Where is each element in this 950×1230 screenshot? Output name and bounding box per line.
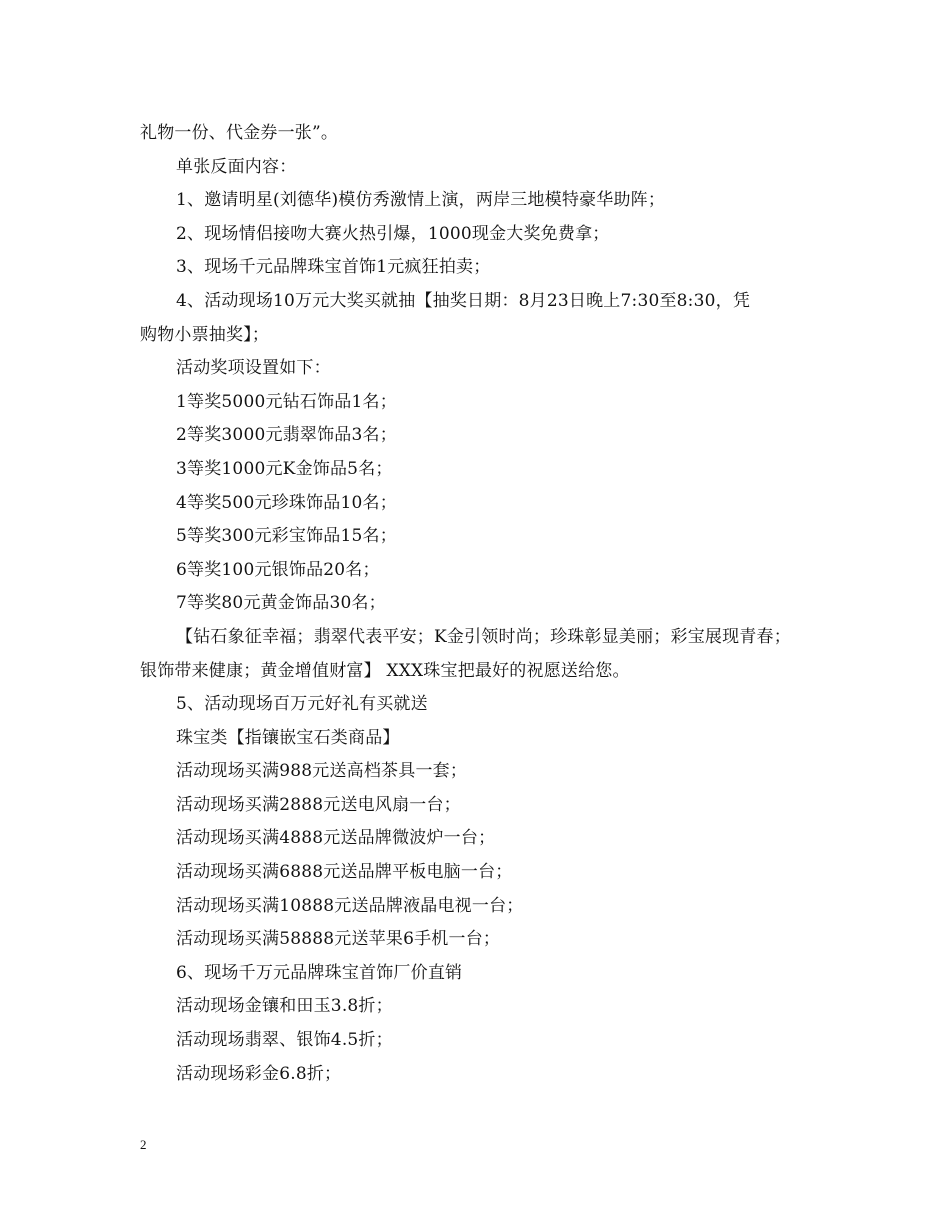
document-body bbox=[140, 117, 820, 1091]
text-line: 3、现场千元品牌珠宝首饰1元疯狂拍卖； bbox=[176, 257, 491, 278]
text-line: 银饰带来健康；黄金增值财富】 XXX珠宝把最好的祝愿送给您。 bbox=[140, 660, 630, 681]
text-line: 5等奖300元彩宝饰品15名； bbox=[176, 526, 397, 547]
text-line: 3等奖1000元K金饰品5名； bbox=[176, 458, 393, 479]
text-line: 1等奖5000元钻石饰品1名； bbox=[176, 391, 397, 412]
text-line: 活动现场买满4888元送品牌微波炉一台； bbox=[176, 828, 496, 849]
text-line: 活动现场买满2888元送电风扇一台； bbox=[176, 794, 461, 815]
text-line: 珠宝类【指镶嵌宝石类商品】 bbox=[176, 727, 400, 748]
text-line: 5、活动现场百万元好礼有买就送 bbox=[176, 694, 428, 715]
text-line: 活动现场金镶和田玉3.8折； bbox=[176, 996, 393, 1017]
text-line: 7等奖80元黄金饰品30名； bbox=[176, 593, 386, 614]
page-number: 2 bbox=[140, 1137, 147, 1152]
text-line: 活动现场买满6888元送品牌平板电脑一台； bbox=[176, 862, 513, 883]
text-line: 1、邀请明星(刘德华)模仿秀激情上演，两岸三地模特豪华助阵； bbox=[176, 190, 666, 211]
text-line: 礼物一份、代金券一张”。 bbox=[140, 123, 339, 143]
text-line: 活动奖项设置如下： bbox=[176, 358, 331, 379]
text-line: 购物小票抽奖】； bbox=[140, 324, 270, 345]
text-line: 2、现场情侣接吻大赛火热引爆，1000现金大奖免费拿； bbox=[176, 223, 610, 244]
text-line: 6、现场千万元品牌珠宝首饰厂价直销 bbox=[176, 962, 463, 983]
text-line: 4、活动现场10万元大奖买就抽【抽奖日期：8月23日晚上7:30至8:30，凭 bbox=[176, 290, 751, 311]
text-line: 4等奖500元珍珠饰品10名； bbox=[176, 492, 397, 513]
text-line: 活动现场翡翠、银饰4.5折； bbox=[176, 1030, 393, 1051]
text-line: 活动现场买满58888元送苹果6手机一台； bbox=[176, 929, 501, 950]
text-line: 单张反面内容： bbox=[176, 156, 297, 177]
text-line: 活动现场买满10888元送品牌液晶电视一台； bbox=[176, 895, 524, 916]
text-line: 活动现场彩金6.8折； bbox=[176, 1063, 342, 1084]
text-line: 2等奖3000元翡翠饰品3名； bbox=[176, 425, 397, 446]
text-line: 活动现场买满988元送高档茶具一套； bbox=[176, 761, 468, 782]
text-line: 6等奖100元银饰品20名； bbox=[176, 559, 380, 580]
text-line: 【钻石象征幸福；翡翠代表平安；K金引领时尚；珍珠彰显美丽；彩宝展现青春； bbox=[176, 626, 791, 647]
